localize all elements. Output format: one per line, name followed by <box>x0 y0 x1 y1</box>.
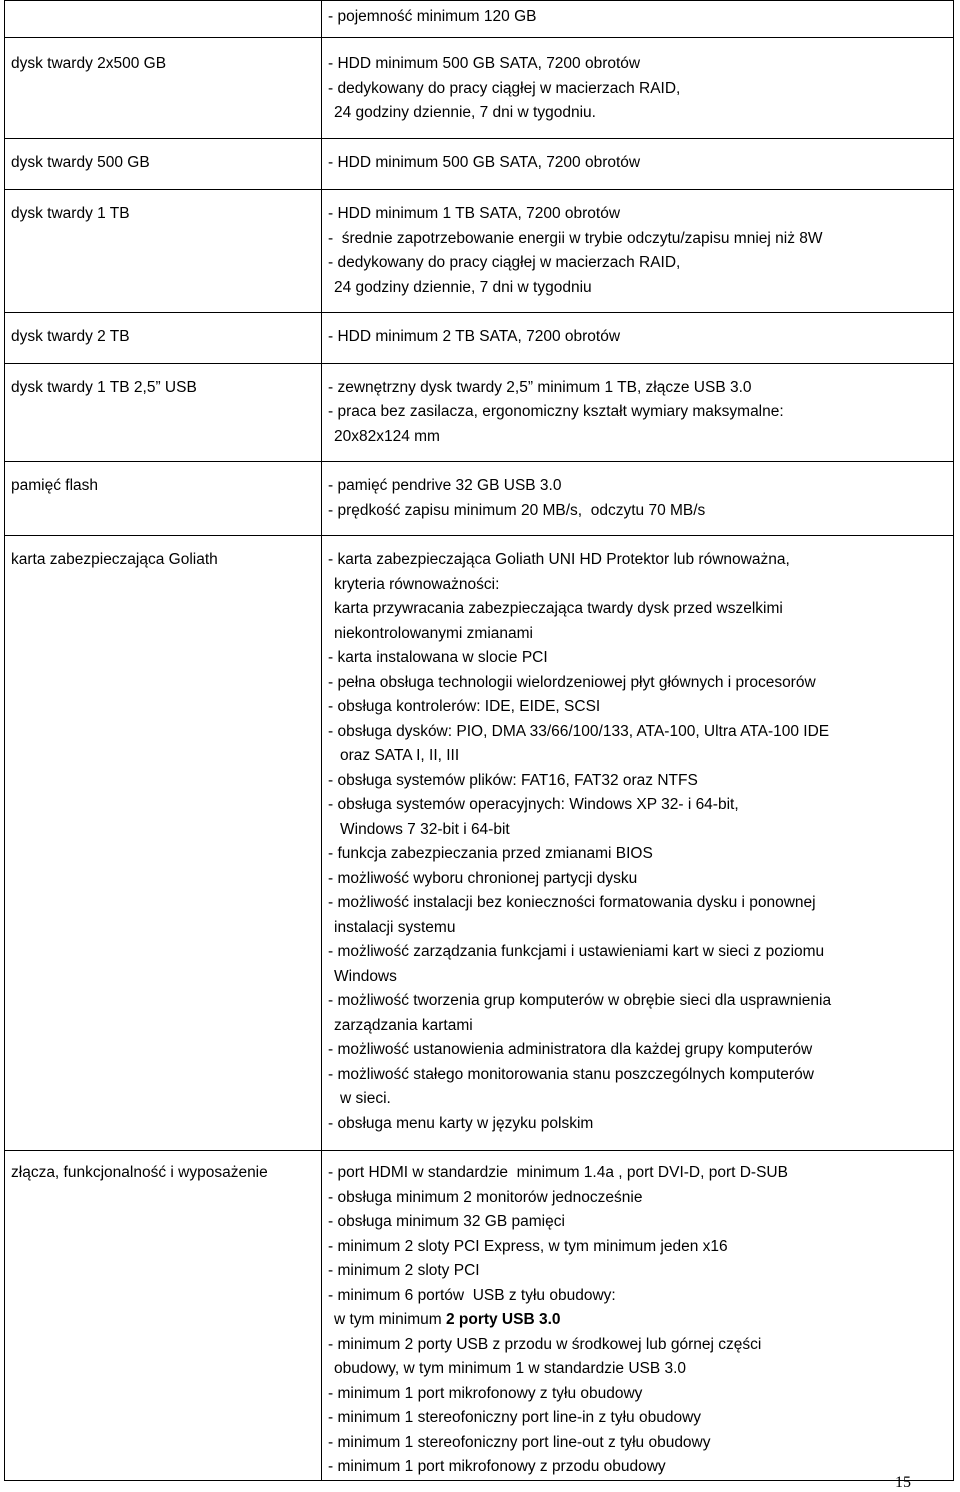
row-spec-cell <box>322 138 954 190</box>
spec-line: - dedykowany do pracy ciągłej w macierzach RAID, <box>328 254 681 271</box>
spec-line: w sieci. <box>340 1090 391 1107</box>
row-label-cell <box>5 462 322 536</box>
spec-line: - możliwość tworzenia grup komputerów w obrębie sieci dla usprawnienia <box>328 992 832 1009</box>
row-label-cell <box>5 138 322 190</box>
spec-line: - minimum 2 porty USB z przodu w środkowej lub górnej części <box>328 1335 762 1353</box>
row-label-cell <box>5 38 322 139</box>
spec-line: - możliwość ustanowienia administratora dla każdej grupy komputerów <box>328 1041 813 1058</box>
row-spec-cell <box>322 190 954 313</box>
spec-line: - obsługa minimum 32 GB pamięci <box>328 1213 565 1230</box>
spec-line: - możliwość wyboru chronionej partycji dysku <box>328 869 638 887</box>
table-row <box>5 38 954 139</box>
spec-line: - minimum 1 stereofoniczny port line-out z tyłu obudowy <box>328 1433 711 1451</box>
spec-line: obudowy, w tym minimum 1 w standardzie USB 3.0 <box>334 1360 687 1377</box>
row-label: dysk twardy 500 GB <box>11 153 150 171</box>
table-row <box>5 363 954 462</box>
row-label: dysk twardy 2 TB <box>11 328 130 345</box>
spec-line: - praca bez zasilacza, ergonomiczny kształt wymiary maksymalne: <box>328 403 784 420</box>
spec-line: - port HDMI w standardzie minimum 1.4a , port DVI-D, port D-SUB <box>328 1164 788 1181</box>
spec-line: - średnie zapotrzebowanie energii w trybie odczytu/zapisu mniej niż 8W <box>328 229 823 247</box>
spec-line: - prędkość zapisu minimum 20 MB/s, odczytu 70 MB/s <box>328 501 706 519</box>
spec-line: - HDD minimum 500 GB SATA, 7200 obrotów <box>328 55 641 72</box>
spec-line: - karta zabezpieczająca Goliath UNI HD Protektor lub równoważna, <box>328 551 790 568</box>
spec-line: - karta instalowana w slocie PCI <box>328 649 548 666</box>
row-label-cell <box>5 363 322 462</box>
spec-line: - zewnętrzny dysk twardy 2,5” minimum 1 TB, złącze USB 3.0 <box>328 378 752 396</box>
table-row <box>5 190 954 313</box>
table-row <box>5 138 954 190</box>
spec-line: - możliwość zarządzania funkcjami i ustawieniami kart w sieci z poziomu <box>328 943 825 960</box>
page-number: 15 <box>895 1474 911 1491</box>
spec-line: niekontrolowanymi zmianami <box>334 624 533 642</box>
row-label-cell <box>5 190 322 313</box>
spec-line: - obsługa kontrolerów: IDE, EIDE, SCSI <box>328 698 601 715</box>
spec-line-text: w tym minimum <box>334 1311 446 1328</box>
spec-line: - minimum 1 port mikrofonowy z tyłu obudowy <box>328 1384 643 1402</box>
spec-line: zarządzania kartami <box>334 1016 473 1034</box>
spec-line: karta przywracania zabezpieczająca twardy dysk przed wszelkimi <box>334 600 783 617</box>
row-label: złącza, funkcjonalność i wyposażenie <box>11 1164 268 1181</box>
spec-line: - funkcja zabezpieczania przed zmianami BIOS <box>328 845 653 862</box>
row-label-cell <box>5 536 322 1151</box>
row-spec-cell <box>322 462 954 536</box>
spec-line: kryteria równoważności: <box>334 575 500 593</box>
spec-line: - możliwość instalacji bez konieczności formatowania dysku i ponownej <box>328 894 816 911</box>
row-label-cell <box>5 1 322 38</box>
spec-line: - dedykowany do pracy ciągłej w macierzach RAID, <box>328 79 681 97</box>
table-row <box>5 536 954 1151</box>
row-label-cell <box>5 1151 322 1481</box>
spec-line: 24 godziny dziennie, 7 dni w tygodniu. <box>334 104 596 121</box>
spec-line: - obsługa systemów plików: FAT16, FAT32 oraz NTFS <box>328 771 698 789</box>
spec-line: - minimum 2 sloty PCI Express, w tym minimum jeden x16 <box>328 1237 728 1255</box>
table-row <box>5 1 954 38</box>
row-label-cell <box>5 313 322 364</box>
spec-line: - minimum 6 portów USB z tyłu obudowy: <box>328 1286 616 1304</box>
table-row <box>5 1151 954 1481</box>
spec-line: - możliwość stałego monitorowania stanu poszczególnych komputerów <box>328 1065 814 1083</box>
row-spec-cell <box>322 363 954 462</box>
spec-line: 24 godziny dziennie, 7 dni w tygodniu <box>334 278 592 296</box>
row-spec-cell <box>322 313 954 364</box>
spec-line: - minimum 2 sloty PCI <box>328 1262 480 1279</box>
spec-line: - obsługa dysków: PIO, DMA 33/66/100/133, ATA-100, Ultra ATA-100 IDE <box>328 722 830 740</box>
table-row <box>5 462 954 536</box>
spec-line: instalacji systemu <box>334 918 456 936</box>
row-label: pamięć flash <box>11 477 99 494</box>
spec-line: - pełna obsługa technologii wielordzeniowej płyt głównych i procesorów <box>328 673 816 691</box>
row-label: dysk twardy 1 TB 2,5” USB <box>11 378 197 396</box>
row-label: dysk twardy 2x500 GB <box>11 55 167 72</box>
spec-line: 20x82x124 mm <box>334 427 440 445</box>
row-spec-cell <box>322 1151 954 1481</box>
table-row <box>5 313 954 364</box>
row-label: dysk twardy 1 TB <box>11 205 130 222</box>
row-spec-cell <box>322 38 954 139</box>
spec-line: oraz SATA I, II, III <box>340 747 460 764</box>
spec-line: - HDD minimum 1 TB SATA, 7200 obrotów <box>328 205 621 222</box>
spec-line: - minimum 1 port mikrofonowy z przodu obudowy <box>328 1458 666 1475</box>
spec-line <box>328 1308 953 1333</box>
spec-line: - obsługa minimum 2 monitorów jednocześnie <box>328 1188 643 1206</box>
spec-line: - pojemność minimum 120 GB <box>328 8 537 25</box>
row-spec-cell <box>322 536 954 1151</box>
spec-line: Windows <box>334 967 397 985</box>
spec-line: Windows 7 32-bit i 64-bit <box>340 820 510 838</box>
row-spec-cell <box>322 1 954 38</box>
spec-line: - HDD minimum 2 TB SATA, 7200 obrotów <box>328 328 621 345</box>
spec-line: - HDD minimum 500 GB SATA, 7200 obrotów <box>328 153 641 171</box>
row-label: karta zabezpieczająca Goliath <box>11 551 218 568</box>
spec-line: - obsługa menu karty w języku polskim <box>328 1114 594 1132</box>
spec-line: - minimum 1 stereofoniczny port line-in z tyłu obudowy <box>328 1409 702 1426</box>
spec-table <box>4 0 954 1481</box>
spec-line: - pamięć pendrive 32 GB USB 3.0 <box>328 477 562 494</box>
spec-line-bold: 2 porty USB 3.0 <box>445 1311 561 1328</box>
spec-line: - obsługa systemów operacyjnych: Windows XP 32- i 64-bit, <box>328 796 739 813</box>
